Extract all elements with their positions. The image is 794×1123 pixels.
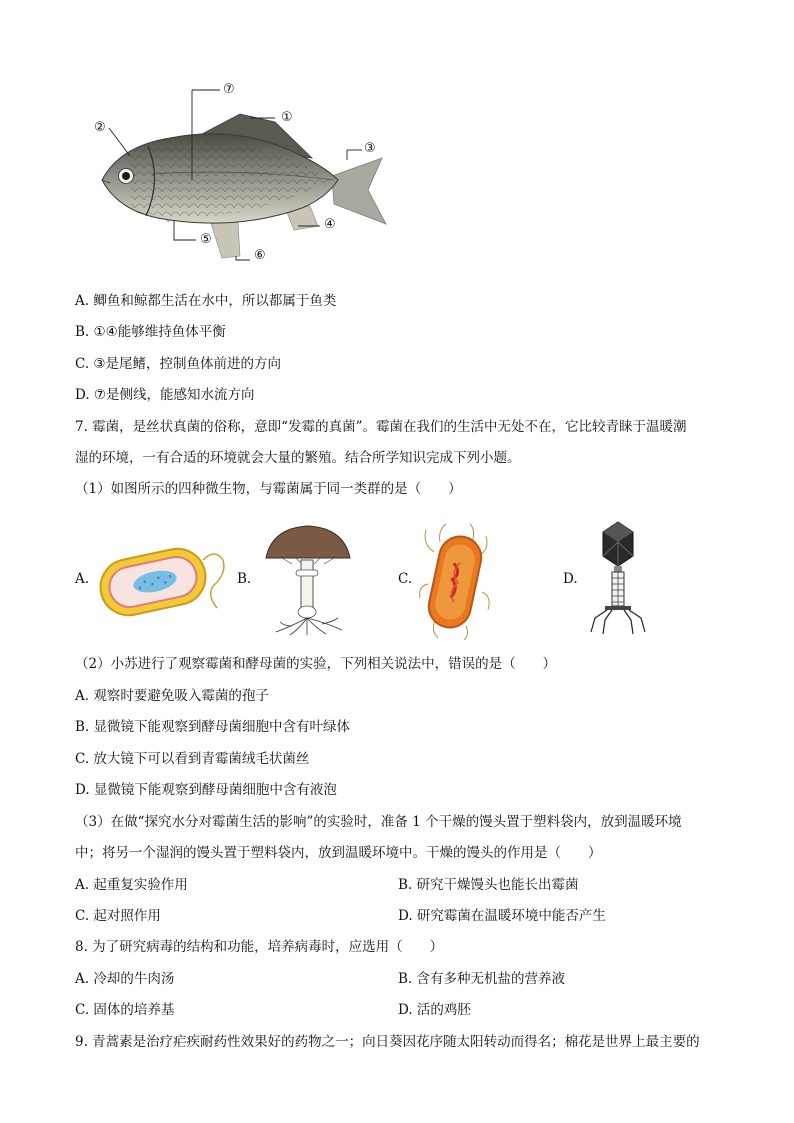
bacterium-image (95, 540, 230, 618)
fish-label-2: ② (94, 120, 106, 135)
q6-option-c: C. ③是尾鳍，控制鱼体前进的方向 (75, 356, 282, 372)
fish-label-7: ⑦ (223, 82, 235, 97)
q7-sub3-question-line2: 中；将另一个湿润的馒头置于塑料袋内，放到温暖环境中。干燥的馒头的作用是（ ） (75, 845, 602, 861)
mushroom-image (262, 522, 354, 637)
q7-sub1-question: （1）如图所示的四种微生物，与霉菌属于同一类群的是（ ） (75, 481, 462, 497)
fish-figure (90, 80, 400, 270)
q8-option-d: D. 活的鸡胚 (398, 1002, 471, 1018)
q7-sub1-label-a: A. (75, 571, 90, 587)
rod-bacterium-image (416, 522, 494, 640)
q7-sub2-option-d: D. 显微镜下能观察到酵母菌细胞中含有液泡 (75, 782, 337, 798)
tail-fin (332, 158, 386, 224)
q7-sub3-option-d: D. 研究霉菌在温暖环境中能否产生 (398, 908, 606, 924)
q7-sub2-option-b: B. 显微镜下能观察到酵母菌细胞中含有叶绿体 (75, 719, 351, 735)
q6-option-a: A. 鲫鱼和鲸都生活在水中，所以都属于鱼类 (75, 293, 337, 309)
fish-label-3: ③ (364, 141, 376, 156)
q8-option-b: B. 含有多种无机盐的营养液 (398, 971, 566, 987)
q6-option-d: D. ⑦是侧线，能感知水流方向 (75, 387, 255, 403)
pelvic-fin (210, 220, 240, 258)
q7-sub3-question-line1: （3）在做“探究水分对霉菌生活的影响”的实验时，准备 1 个干燥的馒头置于塑料袋内，放到温暖环境 (75, 814, 682, 830)
q7-sub3-option-b: B. 研究干燥馒头也能长出霉菌 (398, 877, 579, 893)
q7-stem-line1: 7. 霉菌，是丝状真菌的俗称，意即“发霉的真菌”。霉菌在我们的生活中无处不在，它比较青睐于温暖潮 (75, 419, 687, 435)
q7-sub2-option-c: C. 放大镜下可以看到青霉菌绒毛状菌丝 (75, 751, 310, 767)
q8-option-a: A. 冷却的牛肉汤 (75, 971, 175, 987)
q7-sub2-question: （2）小苏进行了观察霉菌和酵母菌的实验，下列相关说法中，错误的是（ ） (75, 656, 557, 672)
q7-sub3-option-a: A. 起重复实验作用 (75, 877, 188, 893)
q7-stem-line2: 湿的环境，一有合适的环境就会大量的繁殖。结合所学知识完成下列小题。 (75, 450, 521, 466)
fish-label-4: ④ (324, 217, 336, 232)
q7-sub2-option-a: A. 观察时要避免吸入霉菌的孢子 (75, 688, 269, 704)
q7-sub1-label-d: D. (563, 571, 578, 587)
bacteriophage-image (585, 518, 651, 636)
q7-sub1-label-b: B. (237, 571, 252, 587)
fish-label-6: ⑥ (254, 248, 266, 263)
q9-stem-line1: 9. 青蒿素是治疗疟疾耐药性效果好的药物之一；向日葵因花序随太阳转动而得名；棉花是世界上最主要的 (75, 1034, 700, 1050)
q7-sub3-option-c: C. 起对照作用 (75, 908, 161, 924)
q8-question: 8. 为了研究病毒的结构和功能，培养病毒时，应选用（ ） (75, 939, 444, 955)
fish-label-1: ① (281, 110, 293, 125)
q7-sub1-label-c: C. (398, 571, 413, 587)
q8-option-c: C. 固体的培养基 (75, 1002, 175, 1018)
fish-label-5: ⑤ (200, 232, 212, 247)
q6-option-b: B. ①④能够维持鱼体平衡 (75, 324, 226, 340)
